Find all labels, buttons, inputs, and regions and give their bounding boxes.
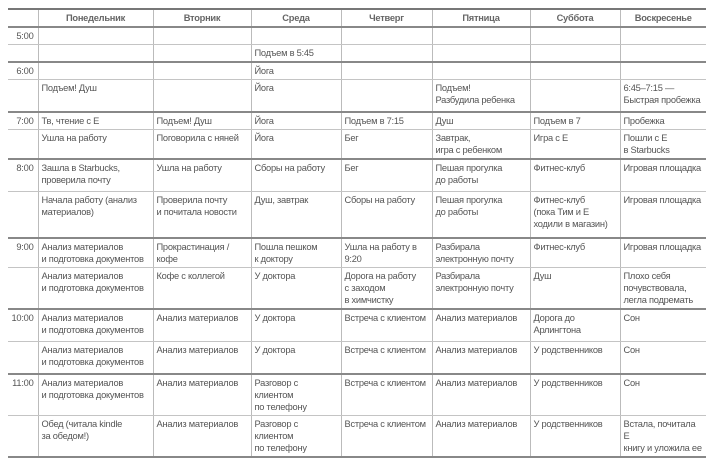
time-cell: [8, 192, 38, 239]
day-header: Суббота: [530, 9, 620, 27]
activity-cell: Йога: [251, 80, 341, 113]
activity-cell: Фитнес-клуб (пока Тим и Е ходили в магазин): [530, 192, 620, 239]
activity-cell: У доктора: [251, 309, 341, 342]
activity-cell: Подъем! Душ: [38, 80, 153, 113]
activity-cell: Тв, чтение с Е: [38, 112, 153, 130]
activity-cell: Анализ материалов: [432, 374, 530, 416]
activity-cell: [432, 45, 530, 63]
time-cell: 11:00: [8, 374, 38, 416]
activity-cell: Обед (читала kindle за обедом!): [38, 416, 153, 458]
time-cell: 8:00: [8, 159, 38, 192]
activity-cell: Анализ материалов: [432, 416, 530, 458]
activity-cell: Пешая прогулка до работы: [432, 192, 530, 239]
time-cell: [8, 45, 38, 63]
activity-cell: Анализ материалов: [153, 416, 251, 458]
activity-cell: Плохо себя почувствовала, легла подремать: [620, 268, 706, 310]
activity-cell: Прокрастинация / кофе: [153, 238, 251, 268]
activity-cell: Йога: [251, 130, 341, 160]
activity-cell: Подъем в 7: [530, 112, 620, 130]
activity-cell: Анализ материалов и подготовка документов: [38, 268, 153, 310]
activity-cell: Встреча с клиентом: [341, 309, 432, 342]
activity-cell: Анализ материалов: [432, 342, 530, 375]
activity-cell: Встреча с клиентом: [341, 342, 432, 375]
activity-cell: Бег: [341, 130, 432, 160]
activity-cell: [341, 45, 432, 63]
table-row: [8, 192, 706, 239]
header-row: [8, 9, 706, 27]
activity-cell: Пробежка: [620, 112, 706, 130]
activity-cell: Встреча с клиентом: [341, 416, 432, 458]
activity-cell: Ушла на работу: [153, 159, 251, 192]
activity-cell: [153, 62, 251, 80]
activity-cell: У доктора: [251, 342, 341, 375]
day-header: Вторник: [153, 9, 251, 27]
activity-cell: Сон: [620, 309, 706, 342]
activity-cell: [530, 45, 620, 63]
activity-cell: Разбирала электронную почту: [432, 238, 530, 268]
activity-cell: У доктора: [251, 268, 341, 310]
activity-cell: [530, 62, 620, 80]
activity-cell: [38, 27, 153, 45]
table-row: [8, 374, 706, 416]
activity-cell: [341, 80, 432, 113]
activity-cell: Йога: [251, 62, 341, 80]
activity-cell: Сон: [620, 342, 706, 375]
activity-cell: [251, 27, 341, 45]
activity-cell: Дорога до Арлингтона: [530, 309, 620, 342]
activity-cell: Зашла в Starbucks, проверила почту: [38, 159, 153, 192]
activity-cell: Проверила почту и почитала новости: [153, 192, 251, 239]
activity-cell: У родственников: [530, 374, 620, 416]
day-header: Пятница: [432, 9, 530, 27]
table-row: [8, 309, 706, 342]
activity-cell: Встала, почитала Е книгу и уложила ее: [620, 416, 706, 458]
time-cell: [8, 130, 38, 160]
activity-cell: [620, 45, 706, 63]
activity-cell: Анализ материалов и подготовка документов: [38, 342, 153, 375]
time-cell: 6:00: [8, 62, 38, 80]
table-row: [8, 80, 706, 113]
activity-cell: Анализ материалов и подготовка документов: [38, 374, 153, 416]
activity-cell: Сон: [620, 374, 706, 416]
activity-cell: Подъем в 7:15: [341, 112, 432, 130]
time-cell: 10:00: [8, 309, 38, 342]
table-row: [8, 27, 706, 45]
day-header: Воскресенье: [620, 9, 706, 27]
activity-cell: Подъем! Разбудила ребенка: [432, 80, 530, 113]
time-header: [8, 9, 38, 27]
activity-cell: Пешая прогулка до работы: [432, 159, 530, 192]
activity-cell: Игра с Е: [530, 130, 620, 160]
table-row: [8, 159, 706, 192]
activity-cell: Игровая площадка: [620, 238, 706, 268]
activity-cell: Завтрак, игра с ребенком: [432, 130, 530, 160]
table-row: [8, 416, 706, 458]
activity-cell: Подъем в 5:45: [251, 45, 341, 63]
activity-cell: Анализ материалов: [153, 309, 251, 342]
activity-cell: [38, 62, 153, 80]
activity-cell: Поговорила с няней: [153, 130, 251, 160]
table-row: [8, 62, 706, 80]
activity-cell: Ушла на работу: [38, 130, 153, 160]
activity-cell: [530, 27, 620, 45]
schedule-table: [8, 8, 706, 458]
activity-cell: Разговор с клиентом по телефону: [251, 374, 341, 416]
activity-cell: Сборы на работу: [341, 192, 432, 239]
activity-cell: Начала работу (анализ материалов): [38, 192, 153, 239]
activity-cell: [530, 80, 620, 113]
activity-cell: [153, 80, 251, 113]
time-cell: [8, 342, 38, 375]
activity-cell: [38, 45, 153, 63]
activity-cell: Фитнес-клуб: [530, 238, 620, 268]
activity-cell: [153, 27, 251, 45]
time-cell: 7:00: [8, 112, 38, 130]
activity-cell: Фитнес-клуб: [530, 159, 620, 192]
time-cell: [8, 416, 38, 458]
activity-cell: [341, 62, 432, 80]
activity-cell: Анализ материалов и подготовка документов: [38, 309, 153, 342]
activity-cell: Дорога на работу с заходом в химчистку: [341, 268, 432, 310]
table-row: [8, 342, 706, 375]
activity-cell: Ушла на работу в 9:20: [341, 238, 432, 268]
activity-cell: Бег: [341, 159, 432, 192]
day-header: Понедельник: [38, 9, 153, 27]
activity-cell: Кофе с коллегой: [153, 268, 251, 310]
time-cell: 9:00: [8, 238, 38, 268]
table-row: [8, 45, 706, 63]
time-cell: 5:00: [8, 27, 38, 45]
activity-cell: Анализ материалов: [153, 374, 251, 416]
table-row: [8, 112, 706, 130]
day-header: Среда: [251, 9, 341, 27]
activity-cell: Душ: [530, 268, 620, 310]
activity-cell: Йога: [251, 112, 341, 130]
table-row: [8, 238, 706, 268]
activity-cell: [432, 62, 530, 80]
activity-cell: Сборы на работу: [251, 159, 341, 192]
activity-cell: Разговор с клиентом по телефону: [251, 416, 341, 458]
activity-cell: Анализ материалов и подготовка документов: [38, 238, 153, 268]
time-cell: [8, 268, 38, 310]
activity-cell: Анализ материалов: [432, 309, 530, 342]
activity-cell: Душ, завтрак: [251, 192, 341, 239]
activity-cell: Подъем! Душ: [153, 112, 251, 130]
activity-cell: Пошла пешком к доктору: [251, 238, 341, 268]
activity-cell: 6:45–7:15 — Быстрая пробежка: [620, 80, 706, 113]
activity-cell: Встреча с клиентом: [341, 374, 432, 416]
activity-cell: [620, 27, 706, 45]
activity-cell: У родственников: [530, 342, 620, 375]
activity-cell: У родственников: [530, 416, 620, 458]
activity-cell: [153, 45, 251, 63]
activity-cell: Анализ материалов: [153, 342, 251, 375]
activity-cell: Разбирала электронную почту: [432, 268, 530, 310]
activity-cell: Пошли с Е в Starbucks: [620, 130, 706, 160]
activity-cell: [432, 27, 530, 45]
table-row: [8, 130, 706, 160]
activity-cell: Игровая площадка: [620, 192, 706, 239]
table-row: [8, 268, 706, 310]
time-cell: [8, 80, 38, 113]
activity-cell: [620, 62, 706, 80]
activity-cell: Игровая площадка: [620, 159, 706, 192]
activity-cell: Душ: [432, 112, 530, 130]
day-header: Четверг: [341, 9, 432, 27]
activity-cell: [341, 27, 432, 45]
